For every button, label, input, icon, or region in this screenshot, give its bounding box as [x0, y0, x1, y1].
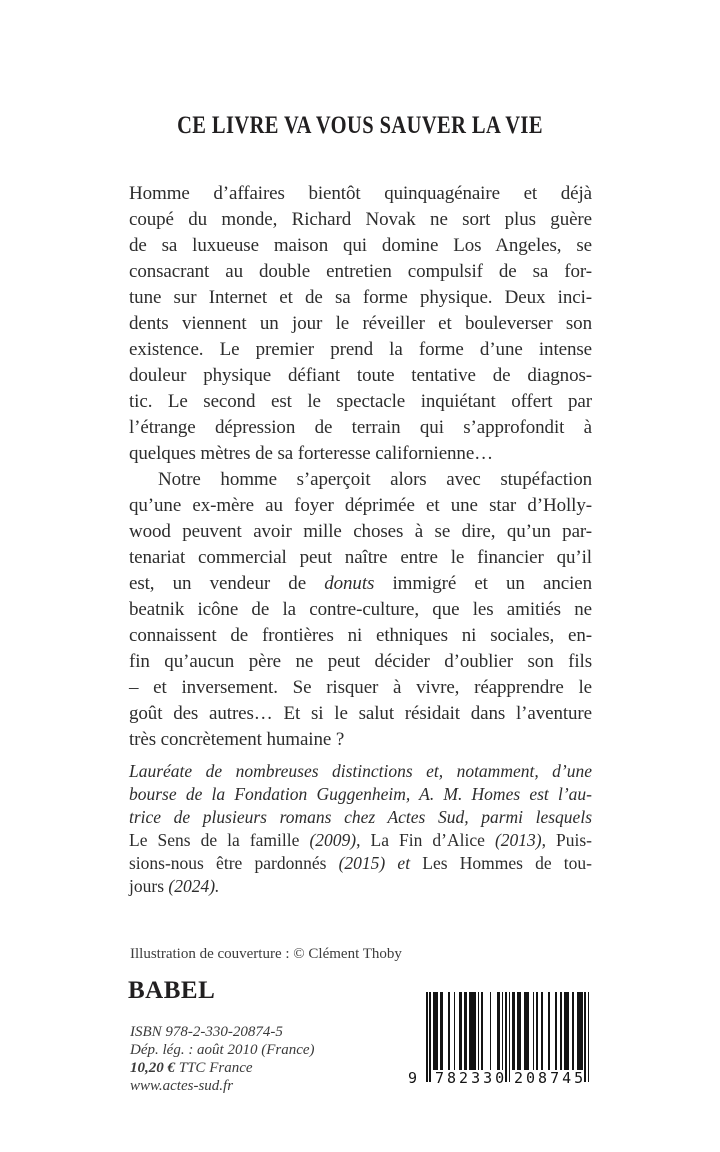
barcode-digits-right: 208745 — [514, 1069, 587, 1087]
legal-block — [130, 1023, 315, 1095]
legal-deposit-line: Dép. lég. : août 2010 (France) — [130, 1042, 315, 1058]
author-bio: Lauréate de nombreuses distinctions et, notamment, d’une bourse de la Fondation Guggenheim, A. M. Homes est l’au- trice de plusieurs romans chez Actes Sud, parmi lesquels Le Sens de la famille (2009), La Fin d’Alice (2013), Puis- sions-nous être pardonnés (2015) et Les Hommes de tou- jours (2024). — [129, 761, 592, 896]
publisher-website: www.actes-sud.fr — [130, 1078, 234, 1094]
synopsis-paragraph-1: Homme d’affaires bientôt quinquagénaire et déjà coupé du monde, Richard Novak ne sort plus guère de sa luxueuse maison qui domine Los Angeles, se consacrant au double entretien compulsif de sa for- tune sur Internet et de sa forme physique. Deux inci- dents viennent un jour le réveiller et bouleverser son existence. Le premier prend la forme d’une intense douleur physique défiant toute tentative de diagnos- tic. Le second est le spectacle inquiétant offert par l’étrange dépression de terrain qui s’approfondit à quelques mètres de sa forteresse californienne… — [129, 183, 592, 464]
barcode-digit-prefix: 9 — [408, 1069, 421, 1087]
price-line — [130, 1059, 315, 1077]
isbn-line: ISBN 978-2-330-20874-5 — [130, 1024, 283, 1040]
price-amount: 10,20 € — [130, 1060, 175, 1076]
price-suffix: TTC France — [175, 1060, 253, 1076]
ean-barcode — [408, 992, 592, 1088]
cover-illustration-credit: Illustration de couverture : © Clément Thoby — [130, 946, 402, 962]
book-title: CE LIVRE VA VOUS SAUVER LA VIE — [177, 112, 543, 139]
barcode-digits-left: 782330 — [435, 1069, 508, 1087]
synopsis-paragraph-2: Notre homme s’aperçoit alors avec stupéfaction qu’une ex-mère au foyer déprimée et une star d’Holly- wood peuvent avoir mille choses à se dire, qu’un par- tenariat commercial peut naître entre le financier qu’il est, un vendeur de donuts immigré et un ancien beatnik icône de la contre-culture, que les amitiés ne connaissent de frontières ni ethniques ni sociales, en- fin qu’aucun père ne peut décider d’oublier son fils – et inversement. Se risquer à vivre, réapprendre le goût des autres… Et si le salut résidait dans l’aventure très concrètement humaine ? — [129, 469, 592, 750]
publisher-imprint-babel: BABEL — [128, 977, 216, 1004]
synopsis — [129, 181, 592, 753]
